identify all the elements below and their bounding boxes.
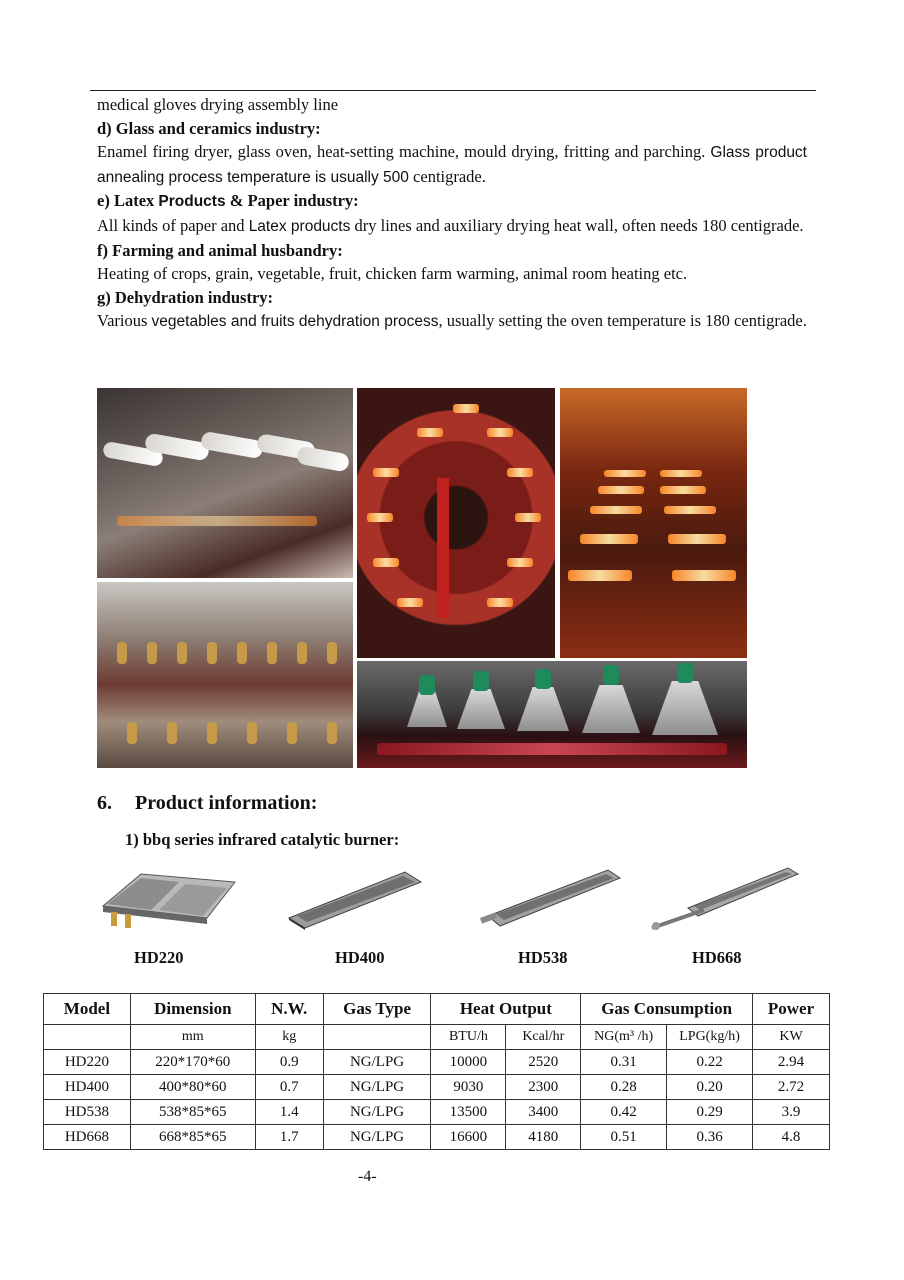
cell-nw: 0.7: [255, 1075, 323, 1100]
text-run: Enamel firing dryer, glass oven, heat-setting machine, mould drying, fritting and parching.: [97, 142, 711, 162]
heading-glass-ceramics: d) Glass and ceramics industry:: [97, 118, 321, 138]
paragraph-latex-paper: [97, 214, 807, 239]
cell-model: HD400: [44, 1075, 131, 1100]
unit-cell: Kcal/hr: [506, 1025, 581, 1050]
spec-table: [43, 993, 830, 1150]
intro-line: medical gloves drying assembly line: [97, 95, 339, 114]
table-header-row: [44, 994, 830, 1025]
text-run: vegetables and fruits dehydration process: [151, 313, 439, 331]
header-rule: [90, 90, 816, 91]
cell-gas: NG/LPG: [323, 1125, 431, 1150]
header-model: Model: [44, 994, 131, 1025]
cell-nw: 1.7: [255, 1125, 323, 1150]
paragraph-dehydration: [97, 309, 807, 334]
heading-dehydration: g) Dehydration industry:: [97, 287, 274, 307]
photo-heating-tunnel: [560, 388, 747, 658]
text-run: centigrade.: [408, 166, 486, 186]
cell-dimension: 400*80*60: [130, 1075, 255, 1100]
cell-kcal: 2300: [506, 1075, 581, 1100]
header-gas-consumption: Gas Consumption: [581, 994, 753, 1025]
unit-cell: [44, 1025, 131, 1050]
burner-hd400-image: [285, 868, 425, 930]
cell-dimension: 220*170*60: [130, 1050, 255, 1075]
cell-ng: 0.31: [581, 1050, 667, 1075]
cell-btu: 10000: [431, 1050, 506, 1075]
header-gas-type: Gas Type: [323, 994, 431, 1025]
cell-btu: 16600: [431, 1125, 506, 1150]
text-run: Various: [97, 311, 152, 331]
text-run: Glass product annealing process temperature is usually 500: [97, 144, 807, 186]
unit-cell: LPG(kg/h): [667, 1025, 753, 1050]
cell-lpg: 0.20: [667, 1075, 753, 1100]
unit-cell: KW: [753, 1025, 830, 1050]
cell-kcal: 4180: [506, 1125, 581, 1150]
header-heat-output: Heat Output: [431, 994, 581, 1025]
cell-btu: 9030: [431, 1075, 506, 1100]
cell-lpg: 0.29: [667, 1100, 753, 1125]
page-number: -4-: [358, 1168, 377, 1185]
model-label: HD538: [518, 948, 568, 967]
photo-drum-oven: [357, 388, 555, 658]
table-row: [44, 1075, 830, 1100]
text-run: e) Latex: [97, 191, 159, 211]
table-units-row: [44, 1025, 830, 1050]
burner-hd668-image: [648, 862, 800, 934]
text-run: All kinds of paper and: [97, 215, 249, 235]
section-number: 6.: [97, 792, 112, 814]
cell-model: HD668: [44, 1125, 131, 1150]
photo-hood-burners: [357, 661, 747, 768]
header-dimension: Dimension: [130, 994, 255, 1025]
cell-gas: NG/LPG: [323, 1100, 431, 1125]
unit-cell: mm: [130, 1025, 255, 1050]
paragraph-farming: Heating of crops, grain, vegetable, fruit, chicken farm warming, animal room heating etc.: [97, 264, 688, 284]
unit-cell: [323, 1025, 431, 1050]
intro-text: [97, 93, 807, 334]
header-nw: N.W.: [255, 994, 323, 1025]
table-row: [44, 1100, 830, 1125]
cell-kw: 2.72: [753, 1075, 830, 1100]
cell-gas: NG/LPG: [323, 1050, 431, 1075]
cell-kw: 2.94: [753, 1050, 830, 1075]
table-row: [44, 1050, 830, 1075]
text-run: , usually setting the oven temperature is 180 centigrade.: [438, 311, 807, 331]
cell-nw: 0.9: [255, 1050, 323, 1075]
burner-hd220-image: [95, 866, 241, 932]
cell-dimension: 538*85*65: [130, 1100, 255, 1125]
cell-dimension: 668*85*65: [130, 1125, 255, 1150]
unit-cell: NG(m³ /h): [581, 1025, 667, 1050]
unit-cell: kg: [255, 1025, 323, 1050]
unit-cell: BTU/h: [431, 1025, 506, 1050]
cell-kw: 4.8: [753, 1125, 830, 1150]
text-run: Products: [158, 193, 226, 211]
photo-burner-array: [97, 582, 353, 768]
heading-farming: f) Farming and animal husbandry:: [97, 240, 343, 260]
paragraph-glass-ceramics: [97, 140, 807, 189]
heading-latex-paper: [97, 189, 807, 214]
cell-lpg: 0.22: [667, 1050, 753, 1075]
cell-ng: 0.42: [581, 1100, 667, 1125]
table-row: [44, 1125, 830, 1150]
cell-ng: 0.51: [581, 1125, 667, 1150]
section-title-text: Product information:: [135, 792, 318, 814]
photo-glove-drying-line: [97, 388, 353, 578]
cell-gas: NG/LPG: [323, 1075, 431, 1100]
text-run: dry lines and auxiliary drying heat wall, often needs 180 centigrade.: [350, 215, 804, 235]
burner-hd538-image: [478, 864, 624, 934]
cell-lpg: 0.36: [667, 1125, 753, 1150]
model-label: HD220: [134, 948, 184, 967]
cell-model: HD220: [44, 1050, 131, 1075]
cell-model: HD538: [44, 1100, 131, 1125]
text-run: Latex products: [248, 217, 351, 235]
subsection-title: 1) bbq series infrared catalytic burner:: [125, 830, 400, 849]
model-label: HD668: [692, 948, 742, 967]
cell-kcal: 2520: [506, 1050, 581, 1075]
cell-btu: 13500: [431, 1100, 506, 1125]
cell-ng: 0.28: [581, 1075, 667, 1100]
model-label: HD400: [335, 948, 385, 967]
header-power: Power: [753, 994, 830, 1025]
cell-kcal: 3400: [506, 1100, 581, 1125]
cell-kw: 3.9: [753, 1100, 830, 1125]
cell-nw: 1.4: [255, 1100, 323, 1125]
section-title: [97, 792, 317, 815]
text-run: & Paper industry:: [225, 191, 359, 211]
